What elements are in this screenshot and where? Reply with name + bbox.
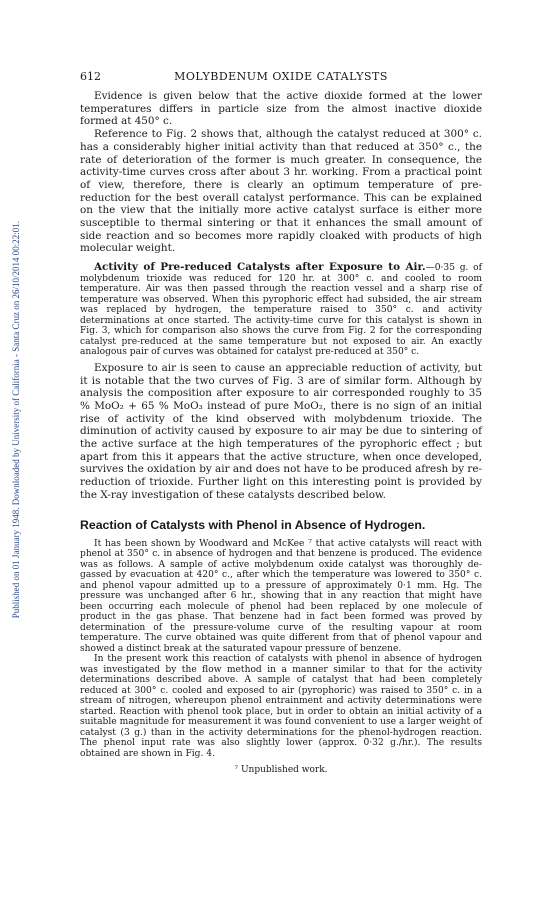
footnote: ⁷ Unpublished work. [234, 765, 328, 776]
paragraph-6: In the present work this reaction of catalysts with phenol in absence of hydrogen was investigated by the flow method in a manner similar to that for the activity determinations described above. A sample of catalyst that had been completely reduced at 300° c. cooled and exposed to air (pyrophoric) was raised to 350° c. in a stream of nitrogen, whereupon phenol entrainment and activity determinations were started. Reaction with phenol took place, but in order to obtain an initial activity of a suitable magnitude for measurement it was found convenient to use a larger weight of catalyst (3 g.) than in the activity determinations for the phenol-hydrogen reaction. The phenol input rate was also slightly lower (approx. 0·32 g./hr.). The results obtained are shown in Fig. 4. [80, 654, 482, 759]
paragraph-3-body: —0·35 g. of molybdenum trioxide was reduced for 120 hr. at 300° c. and cooled to room temperature. Air was then passed through the reaction vessel and a sharp rise of temperature was observed. When this pyrophoric effect had subsided, the air stream was replaced by hydrogen, the temperature raised to 350° c. and activity determinations at once started. The activity-time curve for this catalyst is shown in Fig. 3, which for comparison also shows the curve from Fig. 2 for the corresponding catalyst pre-reduced at the same temperature but not exposed to air. An exactly analogous pair of curves was obtained for catalyst pre-reduced at 350° c. [80, 263, 482, 358]
paragraph-4: Exposure to air is seen to cause an appreciable reduction of activity, but it is notable that the two curves of Fig. 3 are of similar form. Although by analysis the composition after exposure to air corresponded roughly to 35 % MoO₂ + 65 % MoO₃ instead of pure MoO₂, there is no sign of an initial rise of activity of the kind observed with molybdenum trioxide. The diminution of activity caused by exposure to air may be due to sintering of the active surface at the high temperatures of the pyrophoric effect ; but apart from this it appears that the active structure, when once developed, survives the oxidation by air and does not have to be produced afresh by re-reduction of trioxide. Further light on this interesting point is provided by the X-ray investigation of these catalysts described below. [80, 361, 482, 501]
journal-page [80, 70, 482, 775]
paragraph-3 [80, 261, 482, 358]
paragraph-1: Evidence is given below that the active dioxide formed at the lower temperatures differs in particle size from the almost inactive dioxide formed at 450° c. [80, 90, 482, 128]
section-heading: Reaction of Catalysts with Phenol in Absence of Hydrogen. [80, 517, 426, 532]
subsection-heading: Activity of Pre-reduced Catalysts after Exposure to Air. [94, 261, 426, 274]
running-title: MOLYBDENUM OXIDE CATALYSTS [174, 70, 388, 83]
page-header [80, 70, 482, 90]
download-watermark [2, 40, 30, 800]
paragraph-2: Reference to Fig. 2 shows that, although the catalyst reduced at 300° c. has a considerably higher initial activity than that reduced at 350° c., the rate of deterioration of the former is much greater. In consequence, the activity-time curves cross after about 3 hr. working. From a practical point of view, therefore, there is clearly an optimum temperature of pre-reduction for the best overall catalyst performance. This can be explained on the view that the initially more active catalyst surface is either more susceptible to thermal sintering or that it enhances the small amount of side reaction and so becomes more rapidly cloaked with products of high molecular weight. [80, 128, 482, 255]
paragraph-5: It has been shown by Woodward and McKee ⁷ that active catalysts will react with phenol at 350° c. in absence of hydrogen and that benzene is produced. The evidence was as follows. A sample of active molybdenum oxide catalyst was thoroughly de-gassed by evacuation at 420° c., after which the temperature was lowered to 350° c. and phenol vapour admitted up to a pressure of approximately 0·1 mm. Hg. The pressure was unchanged after 6 hr., showing that in any reaction that might have been occurring each molecule of phenol had been replaced by one molecule of product in the gas phase. That benzene had in fact been formed was proved by determination of the pressure-volume curve of the resulting vapour at room temperature. The curve obtained was quite different from that of phenol vapour and showed a distinct break at the saturated vapour pressure of benzene. [80, 538, 482, 654]
download-watermark-text: Published on 01 January 1948. Downloaded by University of California - Santa Cruz on 26/10/2014 00:22:01. [11, 221, 21, 619]
page-number: 612 [80, 70, 101, 83]
